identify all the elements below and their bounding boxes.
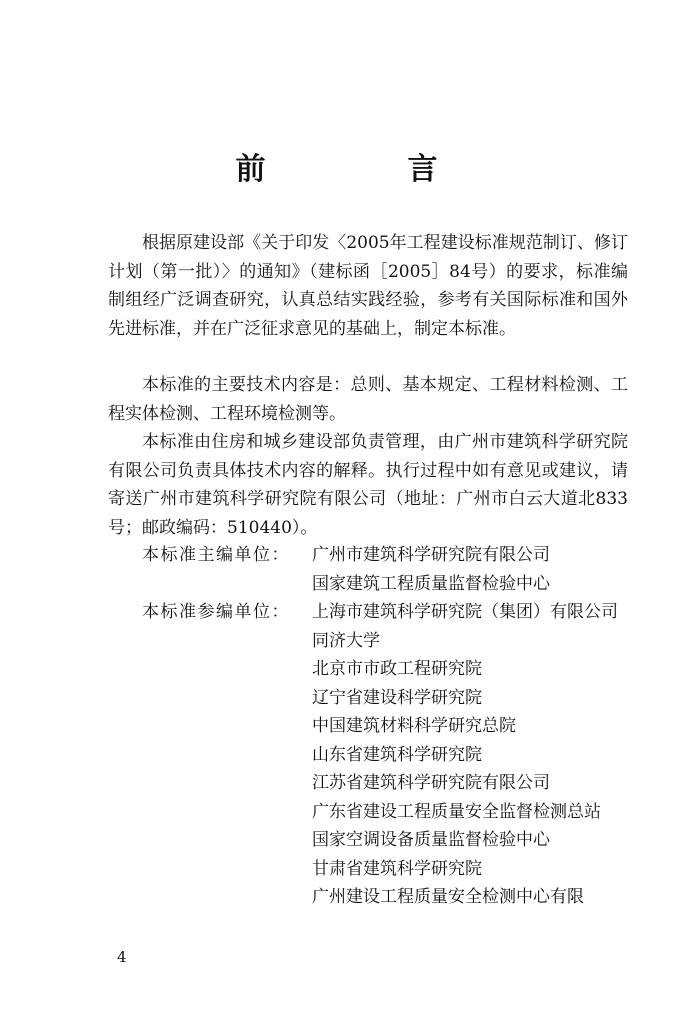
paragraph-management: 本标准由住房和城乡建设部负责管理，由广州市建筑科学研究院有限公司负责具体技术内容的解释。执行过程中如有意见或建议，请寄送广州市建筑科学研究院有限公司（地址：广州市白云大道北833号；邮政编码：510440）。 bbox=[108, 432, 628, 538]
paragraph-background: 根据原建设部《关于印发〈2005年工程建设标准规范制订、修订计划（第一批）〉的通知》（建标函［2005］84号）的要求，标准编制组经广泛调查研究，认真总结实践经验，参考有关国际标准和国外先进标准，并在广泛征求意见的基础上，制定本标准。 bbox=[108, 233, 628, 339]
chief-editor-unit: 国家建筑工程质量监督检验中心 bbox=[312, 573, 550, 594]
chief-editor-unit: 广州市建筑科学研究院有限公司 bbox=[312, 545, 550, 565]
participant-unit: 广东省建设工程质量安全监督检测总站 bbox=[312, 801, 601, 822]
participant-unit: 北京市市政工程研究院 bbox=[312, 659, 482, 679]
participant-unit: 江苏省建筑科学研究院有限公司 bbox=[312, 773, 550, 793]
page-number: 4 bbox=[117, 948, 127, 966]
page-title: 前 言 bbox=[235, 152, 494, 187]
chief-editor-label: 本标准主编单位： bbox=[142, 545, 290, 565]
participants-list bbox=[312, 598, 632, 912]
chief-editor-list bbox=[312, 541, 632, 598]
participant-unit: 山东省建筑科学研究院 bbox=[312, 744, 482, 765]
participant-unit: 上海市建筑科学研究院（集团）有限公司 bbox=[312, 602, 618, 622]
paragraph-main-content: 本标准的主要技术内容是：总则、基本规定、工程材料检测、工程实体检测、工程环境检测等。 bbox=[108, 375, 628, 424]
participant-unit: 中国建筑材料科学研究总院 bbox=[312, 716, 516, 736]
participant-unit: 同济大学 bbox=[312, 630, 380, 651]
participant-unit: 甘肃省建筑科学研究院 bbox=[312, 858, 482, 879]
participants-label: 本标准参编单位： bbox=[142, 602, 290, 622]
participant-unit: 国家空调设备质量监督检验中心 bbox=[312, 830, 550, 850]
participant-unit: 辽宁省建设科学研究院 bbox=[312, 687, 482, 708]
participant-unit: 广州建设工程质量安全检测中心有限 bbox=[312, 887, 584, 907]
